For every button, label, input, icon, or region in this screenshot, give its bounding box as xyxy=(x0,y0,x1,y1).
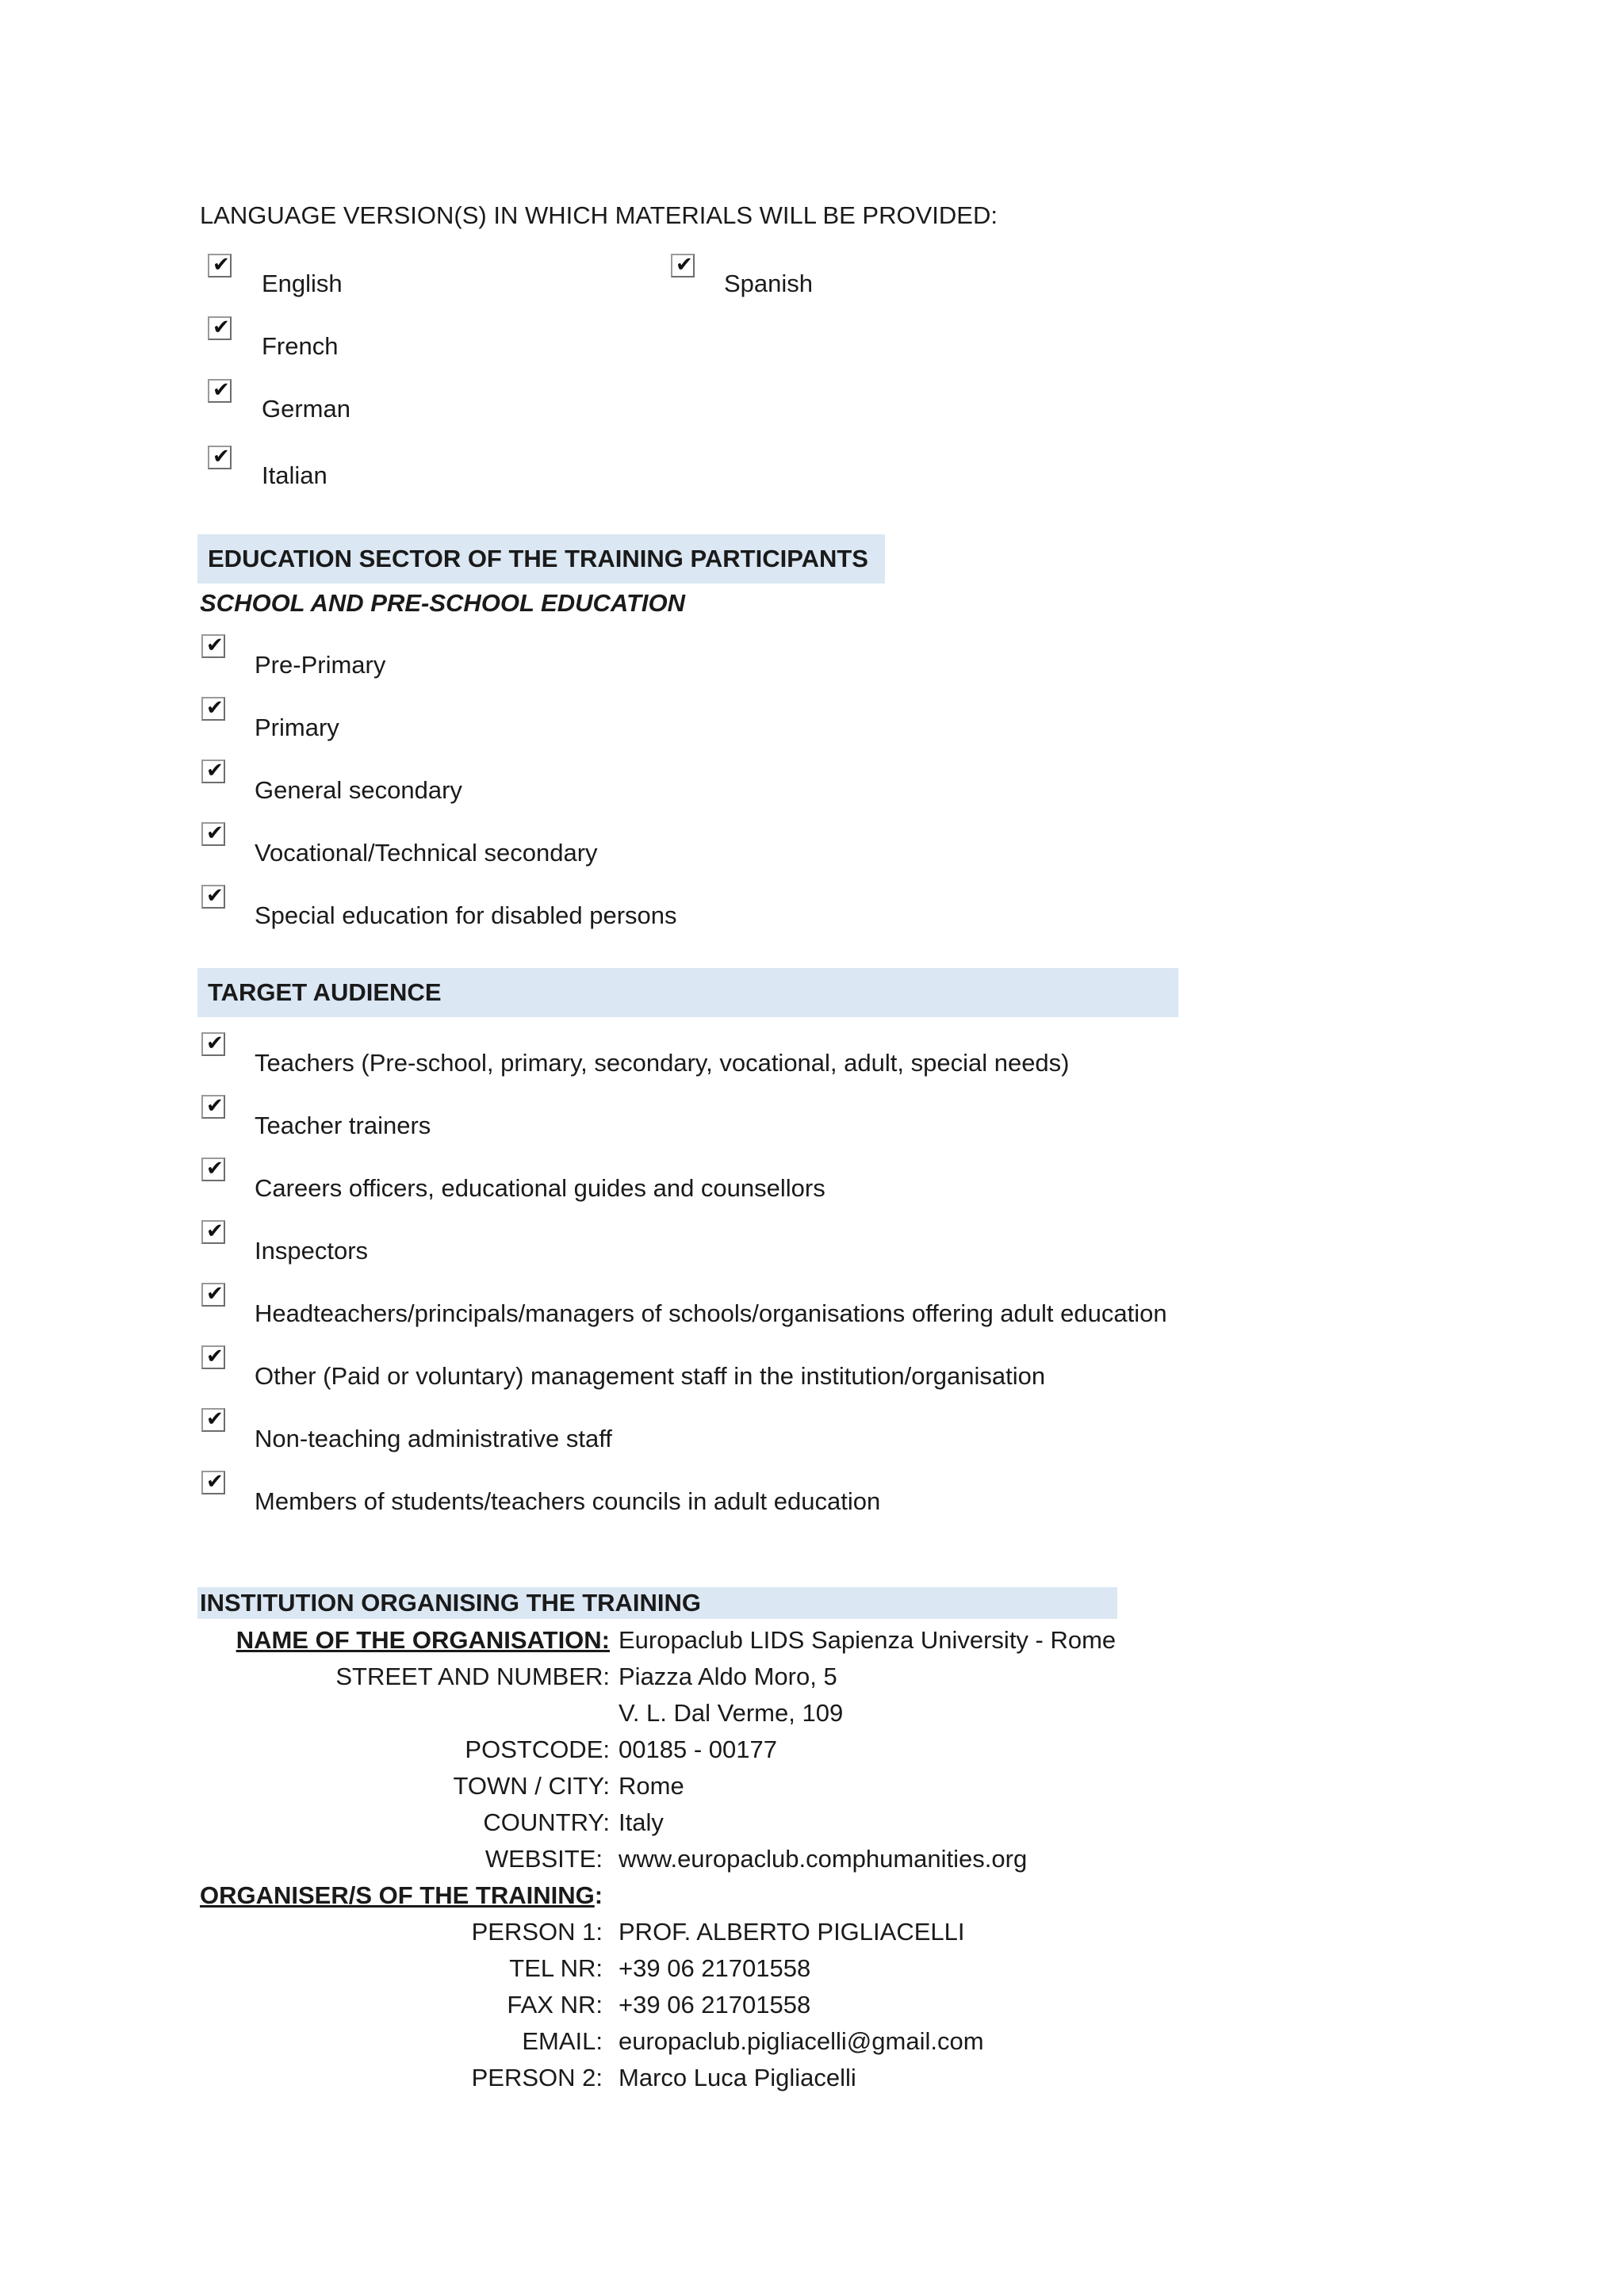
check-mark-icon: ✔ xyxy=(206,1157,224,1181)
french-checkbox[interactable] xyxy=(208,316,232,340)
person2-label: PERSON 2: xyxy=(471,2064,603,2091)
street-value-1: Piazza Aldo Moro, 5 xyxy=(619,1663,837,1690)
email-value[interactable]: europaclub.pigliacelli@gmail.com xyxy=(619,2027,984,2055)
spanish-checkbox[interactable] xyxy=(671,254,695,277)
teachers-label: Teachers (Pre-school, primary, secondary, vocational, adult, special needs) xyxy=(255,1049,1070,1077)
check-mark-icon: ✔ xyxy=(206,1282,224,1306)
organisation-name-label: NAME OF THE ORGANISATION: xyxy=(236,1626,610,1654)
special-education-checkbox[interactable] xyxy=(201,885,225,909)
institution-band xyxy=(197,1587,1117,1619)
vocational-secondary-label: Vocational/Technical secondary xyxy=(255,839,598,867)
italian-checkbox[interactable] xyxy=(208,446,232,469)
careers-officers-checkbox[interactable] xyxy=(201,1158,225,1181)
town-value: Rome xyxy=(619,1772,684,1800)
country-value: Italy xyxy=(619,1808,664,1836)
email-label: EMAIL: xyxy=(522,2027,603,2055)
school-subheading: SCHOOL AND PRE-SCHOOL EDUCATION xyxy=(200,589,685,617)
teacher-trainers-checkbox[interactable] xyxy=(201,1095,225,1119)
country-label: COUNTRY: xyxy=(483,1808,610,1836)
target-audience-heading: TARGET AUDIENCE xyxy=(208,978,442,1006)
check-mark-icon: ✔ xyxy=(206,1094,224,1118)
admin-staff-label: Non-teaching administrative staff xyxy=(255,1425,612,1452)
check-mark-icon: ✔ xyxy=(206,884,224,908)
check-mark-icon: ✔ xyxy=(213,378,230,402)
general-secondary-label: General secondary xyxy=(255,776,462,804)
website-label: WEBSITE: xyxy=(485,1845,603,1873)
italian-label: Italian xyxy=(262,461,327,489)
councils-label: Members of students/teachers councils in adult education xyxy=(255,1487,881,1515)
pre-primary-label: Pre-Primary xyxy=(255,651,386,679)
check-mark-icon: ✔ xyxy=(213,445,230,469)
institution-heading: INSTITUTION ORGANISING THE TRAINING xyxy=(200,1589,702,1617)
check-mark-icon: ✔ xyxy=(206,759,224,783)
primary-checkbox[interactable] xyxy=(201,697,225,721)
teacher-trainers-label: Teacher trainers xyxy=(255,1112,431,1139)
street-value-2: V. L. Dal Verme, 109 xyxy=(619,1699,844,1727)
teachers-checkbox[interactable] xyxy=(201,1032,225,1056)
organisation-name-value: Europaclub LIDS Sapienza University - Rome xyxy=(619,1626,1116,1654)
headteachers-checkbox[interactable] xyxy=(201,1283,225,1307)
french-label: French xyxy=(262,332,339,360)
check-mark-icon: ✔ xyxy=(676,253,693,277)
careers-officers-label: Careers officers, educational guides and counsellors xyxy=(255,1174,825,1202)
management-staff-label: Other (Paid or voluntary) management staff in the institution/organisation xyxy=(255,1362,1046,1390)
person1-label: PERSON 1: xyxy=(471,1918,603,1946)
person1-value: PROF. ALBERTO PIGLIACELLI xyxy=(619,1918,965,1946)
spanish-label: Spanish xyxy=(724,270,814,297)
check-mark-icon: ✔ xyxy=(206,633,224,657)
admin-staff-checkbox[interactable] xyxy=(201,1408,225,1432)
tel-value: +39 06 21701558 xyxy=(619,1954,811,1982)
german-label: German xyxy=(262,395,350,423)
management-staff-checkbox[interactable] xyxy=(201,1345,225,1369)
vocational-secondary-checkbox[interactable] xyxy=(201,822,225,846)
fax-label: FAX NR: xyxy=(507,1991,603,2019)
pre-primary-checkbox[interactable] xyxy=(201,634,225,658)
inspectors-checkbox[interactable] xyxy=(201,1220,225,1244)
target-audience-band xyxy=(197,968,1178,1017)
tel-label: TEL NR: xyxy=(509,1954,603,1982)
special-education-label: Special education for disabled persons xyxy=(255,901,677,929)
councils-checkbox[interactable] xyxy=(201,1471,225,1494)
primary-label: Primary xyxy=(255,714,339,741)
inspectors-label: Inspectors xyxy=(255,1237,369,1265)
organisers-heading-text: ORGANISER/S OF THE TRAINING xyxy=(200,1881,595,1909)
organisers-heading xyxy=(200,1881,603,1910)
headteachers-label: Headteachers/principals/managers of schools/organisations offering adult education xyxy=(255,1299,1167,1327)
check-mark-icon: ✔ xyxy=(213,253,230,277)
organisers-heading-colon: : xyxy=(594,1881,603,1909)
fax-value: +39 06 21701558 xyxy=(619,1991,811,2019)
check-mark-icon: ✔ xyxy=(206,1470,224,1494)
check-mark-icon: ✔ xyxy=(206,821,224,845)
languages-heading: LANGUAGE VERSION(S) IN WHICH MATERIALS WILL BE PROVIDED: xyxy=(200,201,998,229)
check-mark-icon: ✔ xyxy=(206,1407,224,1431)
postcode-label: POSTCODE: xyxy=(465,1735,610,1763)
check-mark-icon: ✔ xyxy=(206,1345,224,1368)
check-mark-icon: ✔ xyxy=(206,1031,224,1055)
town-label: TOWN / CITY: xyxy=(453,1772,610,1800)
check-mark-icon: ✔ xyxy=(206,696,224,720)
check-mark-icon: ✔ xyxy=(213,316,230,339)
check-mark-icon: ✔ xyxy=(206,1219,224,1243)
general-secondary-checkbox[interactable] xyxy=(201,760,225,783)
german-checkbox[interactable] xyxy=(208,379,232,403)
postcode-value: 00185 - 00177 xyxy=(619,1735,777,1763)
education-sector-band xyxy=(197,534,885,584)
street-label: STREET AND NUMBER: xyxy=(335,1663,610,1690)
person2-value: Marco Luca Pigliacelli xyxy=(619,2064,856,2091)
english-checkbox[interactable] xyxy=(208,254,232,277)
education-sector-heading: EDUCATION SECTOR OF THE TRAINING PARTICIPANTS xyxy=(208,545,868,572)
english-label: English xyxy=(262,270,343,297)
website-value[interactable]: www.europaclub.comphumanities.org xyxy=(619,1845,1028,1873)
